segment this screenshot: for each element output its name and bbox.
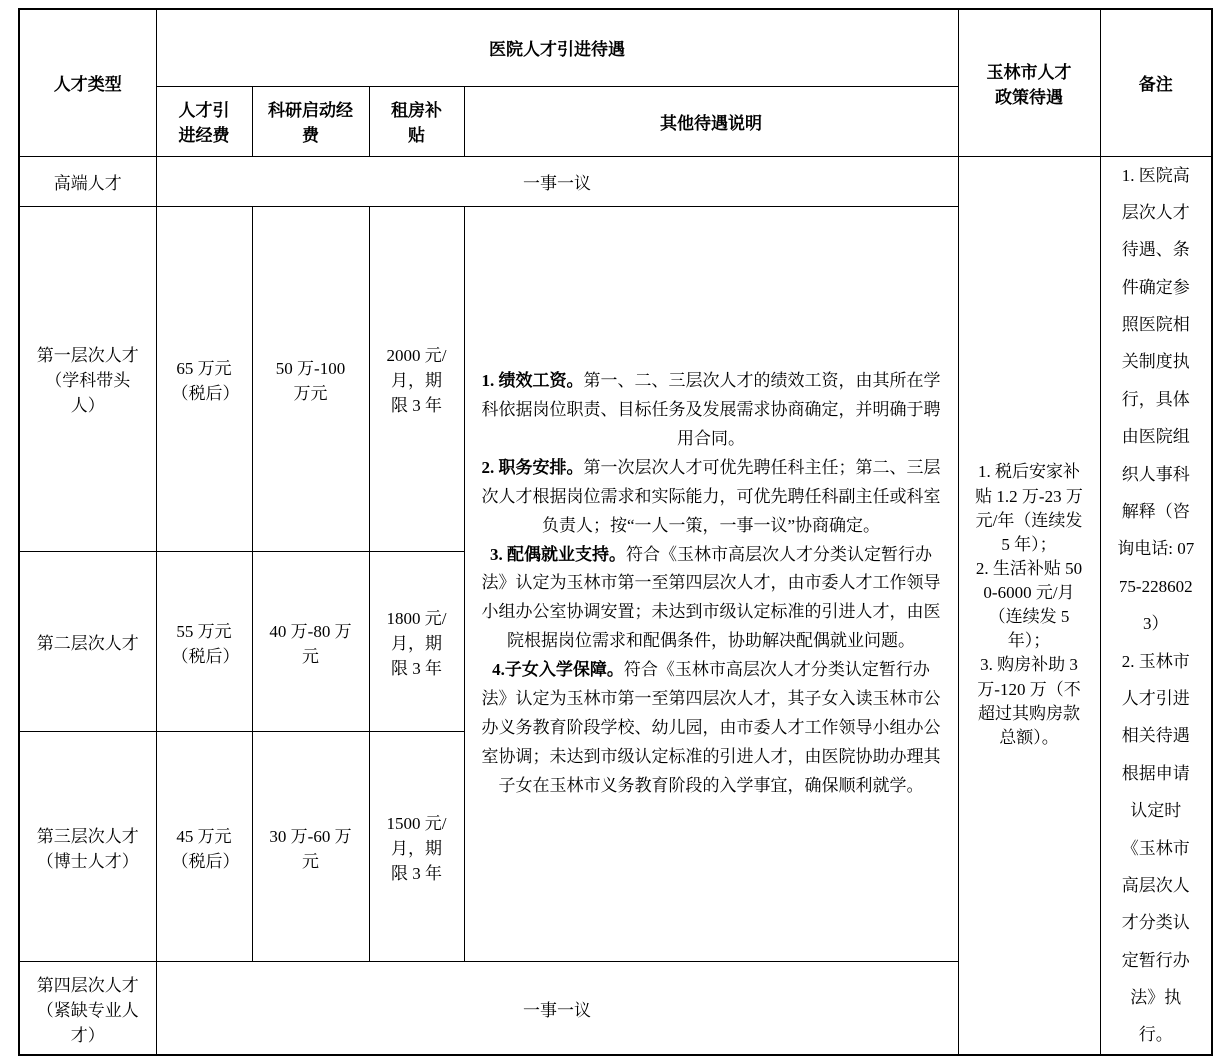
header-city-policy [958,9,1100,156]
city-policy-item: 2. 生活补贴 500-6000 元/月（连续发 5 年）； [975,558,1083,651]
benefit-label: 1. 绩效工资。 [481,371,584,391]
talent-benefits-table [18,8,1213,1056]
cell-other-benefits-detail [464,206,958,962]
benefit-text: 第一、二、三层次人才的绩效工资，由其所在学科依据岗位职责、目标任务及发展需求协商确定，并明确于聘用合同。 [481,371,941,449]
cell-intro-fund-tier-2: 55 万元（税后） [156,552,252,732]
talent-benefits-table-sheet [18,8,1213,1056]
benefit-paragraph-performance-pay [480,367,943,454]
city-policy-item: 3. 购房补助 3 万-120 万（不超过其购房款总额）。 [977,655,1081,747]
cell-city-policy [958,156,1100,1055]
remark-item: 2. 玉林市人才引进相关待遇根据申请认定时《玉林市高层次人才分类认定暂行办法》执行。 [1121,651,1190,1045]
header-intro-fund: 人才引进经费 [156,86,252,156]
cell-tier-4-case-by-case: 一事一议 [156,962,958,1055]
cell-rent-subsidy-tier-2: 1800 元/月，期限 3 年 [369,552,464,732]
benefit-label: 3. 配偶就业支持。 [490,544,626,564]
city-policy-item: 1. 税后安家补贴 1.2 万-23 万元/年（连续发 5 年）； [975,462,1083,554]
header-row-1 [19,9,1212,86]
cell-type-tier-1: 第一层次人才（学科带头人） [19,206,156,552]
benefit-text: 第一次层次人才可优先聘任科主任；第二、三层次人才根据岗位需求和实际能力，可优先聘任科副主任或科室负责人；按“一人一策，一事一议”协商确定。 [481,457,941,535]
header-talent-type: 人才类型 [19,9,156,156]
benefit-text: 符合《玉林市高层次人才分类认定暂行办法》认定为玉林市第一至第四层次人才，其子女入读玉林市公办义务教育阶段学校、幼儿园，由市委人才工作领导小组办公室协调；未达到市级认定标准的引进人才，由医院协助办理其子女在玉林市义务教育阶段的入学事宜，确保顺利就学。 [481,660,941,795]
benefit-label: 4.子女入学保障。 [492,660,624,680]
cell-research-fund-tier-3: 30 万-60 万元 [252,732,369,962]
benefit-paragraph-children-schooling [480,656,943,800]
cell-rent-subsidy-tier-3: 1500 元/月，期限 3 年 [369,732,464,962]
header-research-fund: 科研启动经费 [252,86,369,156]
cell-rent-subsidy-tier-1: 2000 元/月，期限 3 年 [369,206,464,552]
table-row-top-talent [19,156,1212,206]
cell-type-tier-3: 第三层次人才（博士人才） [19,732,156,962]
cell-type-tier-4: 第四层次人才（紧缺专业人才） [19,962,156,1055]
cell-research-fund-tier-2: 40 万-80 万元 [252,552,369,732]
cell-intro-fund-tier-3: 45 万元（税后） [156,732,252,962]
header-city-policy-label: 玉林市人才政策待遇 [986,62,1072,107]
cell-remark [1100,156,1212,1055]
cell-research-fund-tier-1: 50 万-100 万元 [252,206,369,552]
header-rent-subsidy: 租房补贴 [369,86,464,156]
remark-item: 1. 医院高层次人才待遇、条件确定参照医院相关制度执行，具体由医院组织人事科解释（咨询电话: 0775-2286023） [1117,165,1195,634]
header-hospital-benefits-group: 医院人才引进待遇 [156,9,958,86]
header-remark: 备注 [1100,9,1212,156]
benefit-paragraph-spouse-employment [480,541,943,657]
cell-type-tier-2: 第二层次人才 [19,552,156,732]
cell-type-top-talent: 高端人才 [19,156,156,206]
benefit-label: 2. 职务安排。 [481,457,584,477]
benefit-text: 符合《玉林市高层次人才分类认定暂行办法》认定为玉林市第一至第四层次人才，由市委人才工作领导小组办公室协调安置；未达到市级认定标准的引进人才，由医院根据岗位需求和配偶条件，协助解决配偶就业问题。 [481,544,941,651]
benefit-paragraph-position-arrangement [480,454,943,541]
header-other-benefits: 其他待遇说明 [464,86,958,156]
cell-top-talent-case-by-case: 一事一议 [156,156,958,206]
cell-intro-fund-tier-1: 65 万元（税后） [156,206,252,552]
